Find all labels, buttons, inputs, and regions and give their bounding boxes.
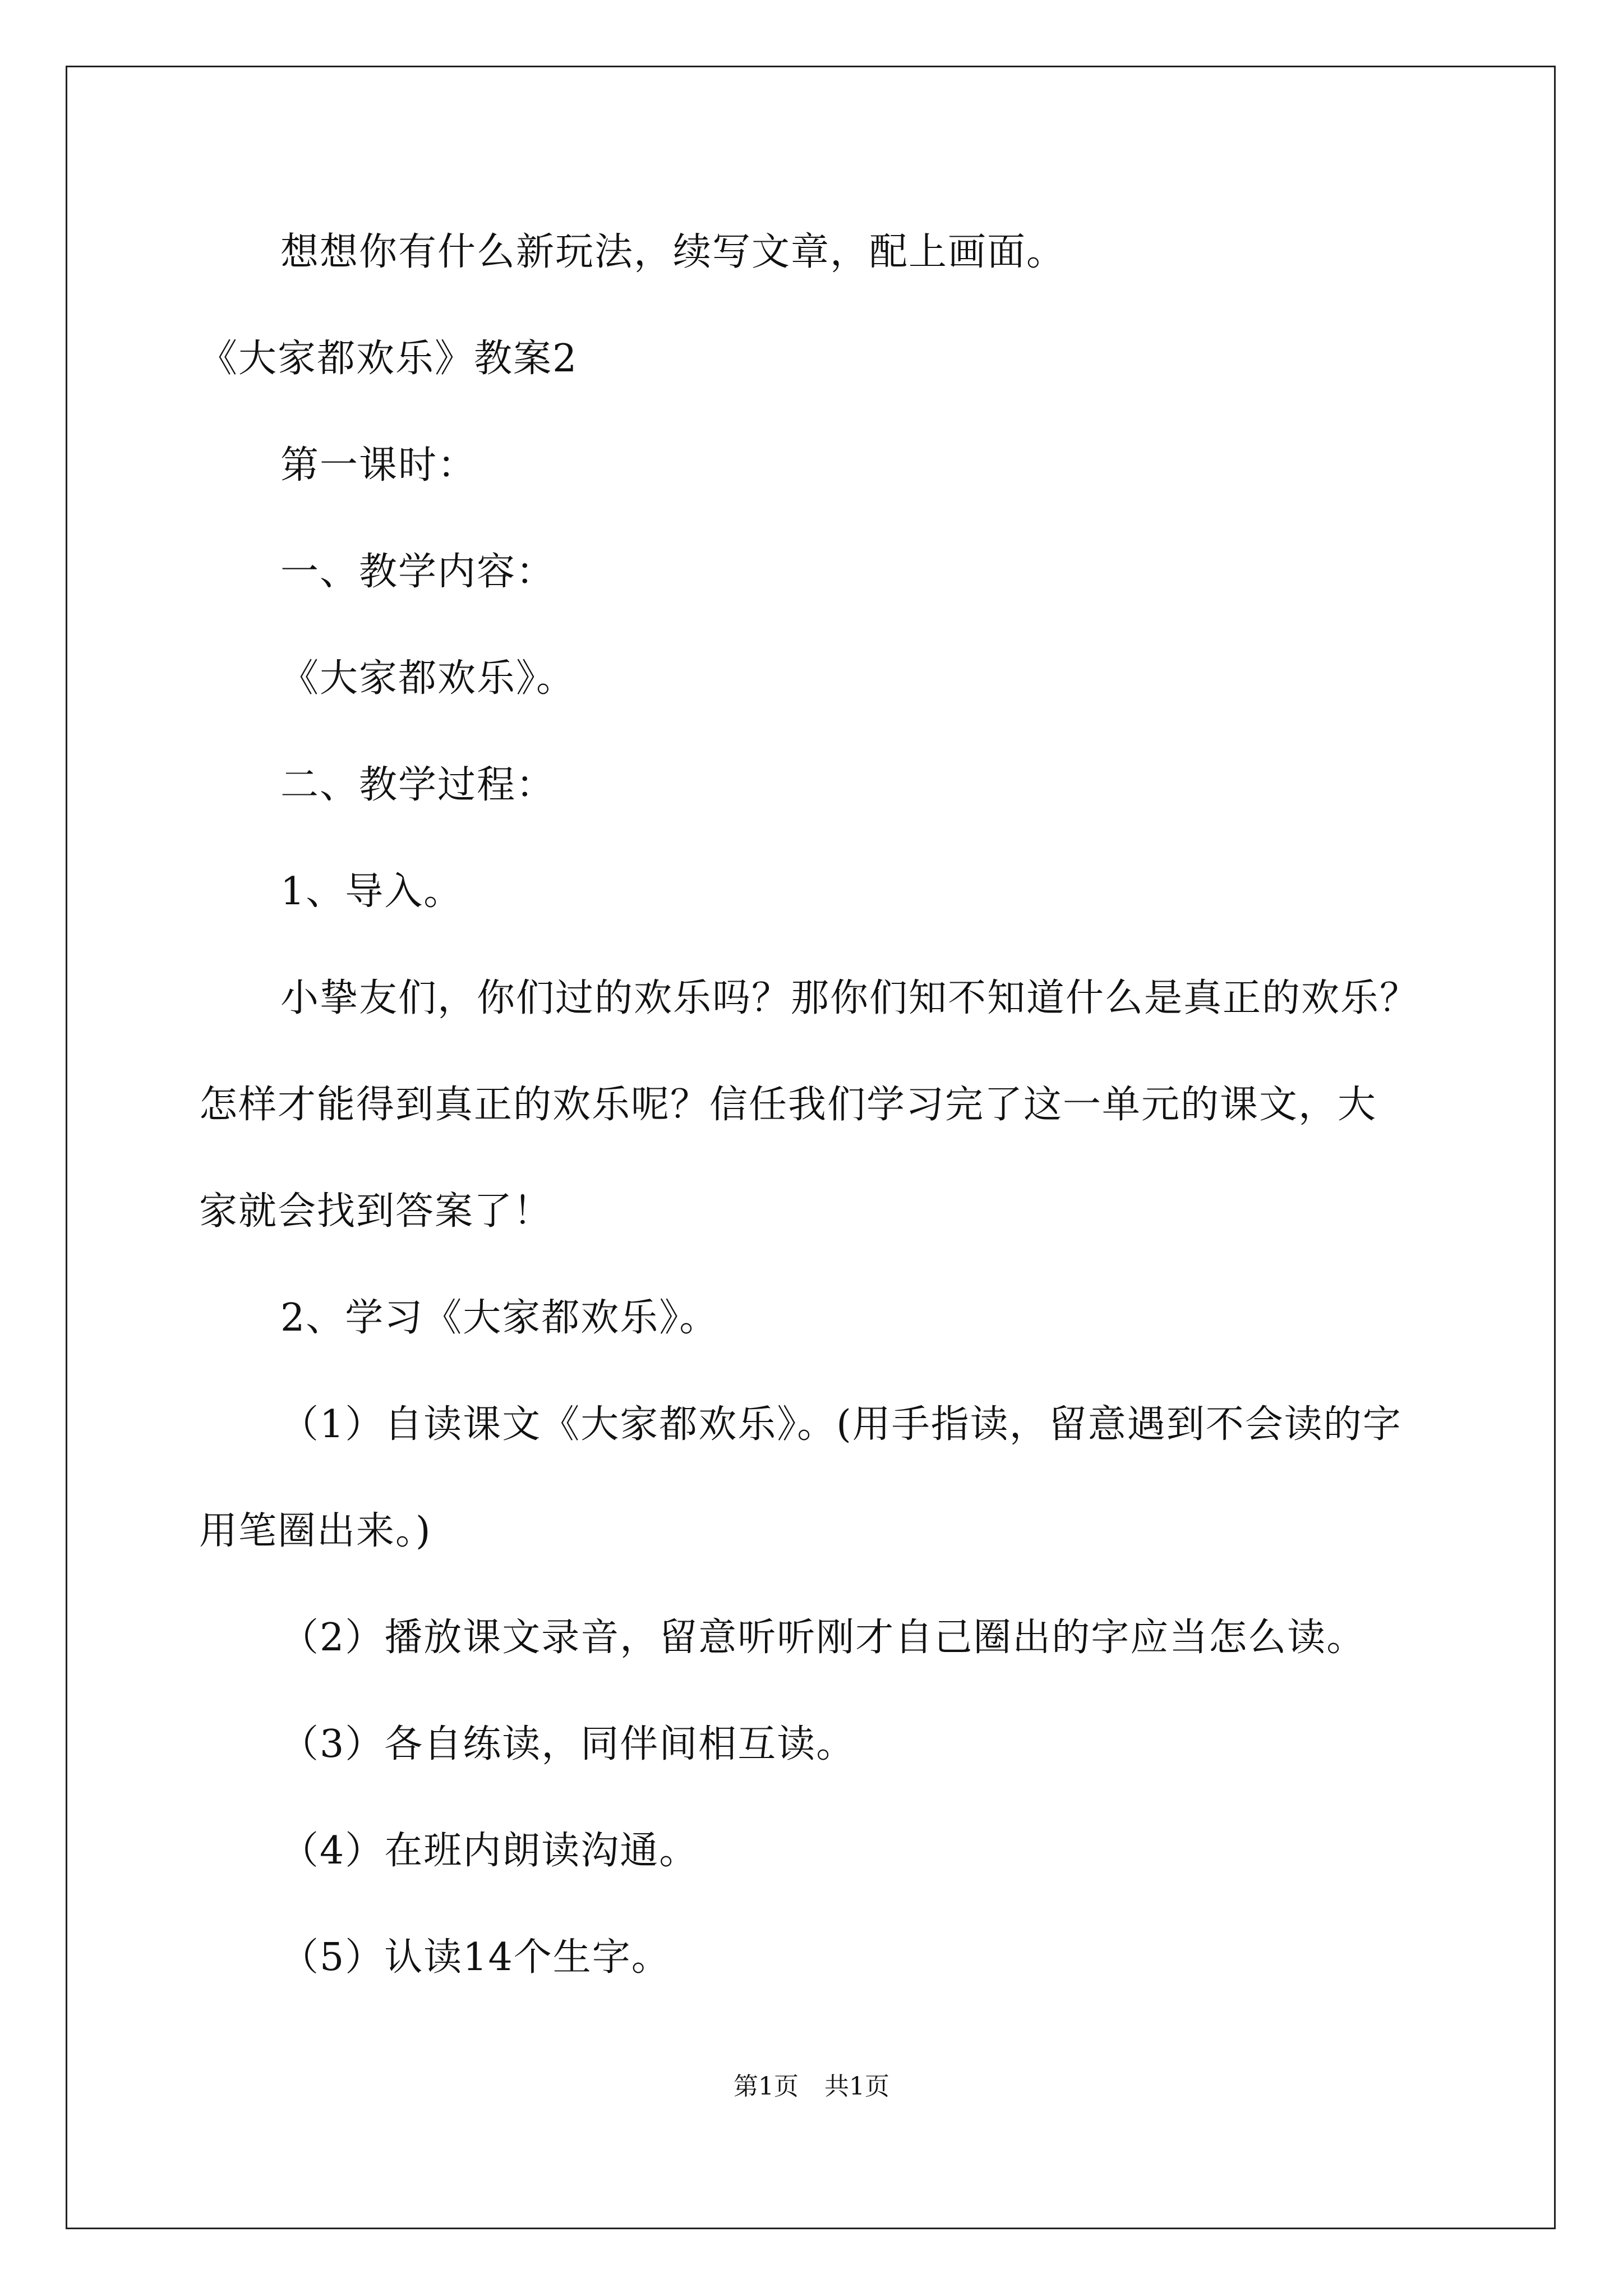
paragraph-line: 家就会找到答案了！ — [199, 1189, 553, 1234]
paragraph-line: 一、教学内容： — [280, 550, 556, 594]
paragraph-line: 2、学习《大家都欢乐》。 — [280, 1296, 719, 1340]
paragraph-line: 第一课时： — [280, 443, 477, 487]
paragraph-line: （2）播放课文录音，留意听听刚才自己圈出的字应当怎么读。 — [280, 1616, 1366, 1660]
paragraph-line: （5）认读14个生字。 — [280, 1935, 671, 1980]
page-footer — [0, 2071, 1623, 2102]
paragraph-line: （4）在班内朗读沟通。 — [280, 1829, 699, 1873]
paragraph-line: 二、教学过程： — [280, 763, 556, 807]
page-number: 第1页 — [734, 2072, 799, 2101]
paragraph-line: 小挚友们，你们过的欢乐吗？那你们知不知道什么是真正的欢乐？ — [280, 976, 1419, 1020]
page-total: 共1页 — [824, 2072, 889, 2101]
paragraph-line: 想想你有什么新玩法，续写文章，配上画面。 — [280, 230, 1066, 274]
section-title: 《大家都欢乐》教案2 — [199, 337, 578, 381]
paragraph-line: 用笔圈出来。) — [199, 1509, 432, 1553]
paragraph-line: （1）自读课文《大家都欢乐》。(用手指读，留意遇到不会读的字 — [280, 1402, 1402, 1447]
paragraph-line: （3）各自练读，同伴间相互读。 — [280, 1722, 856, 1766]
paragraph-line: 怎样才能得到真正的欢乐呢？信任我们学习完了这一单元的课文，大 — [199, 1083, 1377, 1127]
page-border — [66, 66, 1556, 2229]
paragraph-line: 《大家都欢乐》。 — [280, 656, 576, 701]
paragraph-line: 1、导入。 — [280, 869, 463, 914]
